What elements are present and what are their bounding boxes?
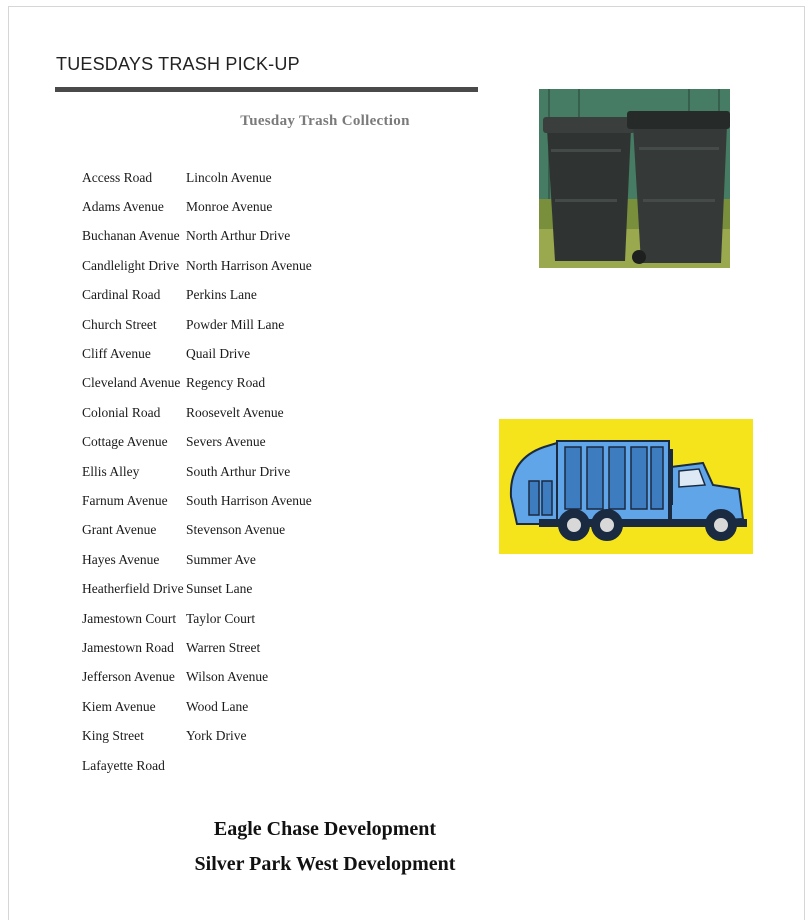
street-name-right: Summer Ave xyxy=(186,551,256,567)
street-list xyxy=(82,163,312,780)
street-name-right: Sunset Lane xyxy=(186,581,253,597)
street-name-right: York Drive xyxy=(186,728,247,744)
street-name-left: Farnum Avenue xyxy=(82,492,168,508)
development-line-1: Eagle Chase Development xyxy=(213,818,437,840)
street-name-right: North Harrison Avenue xyxy=(186,257,312,273)
street-name-right: South Arthur Drive xyxy=(186,463,291,479)
street-name-right: Powder Mill Lane xyxy=(186,316,285,332)
street-name-left: Jamestown Court xyxy=(82,610,177,626)
street-name-right: Stevenson Avenue xyxy=(186,522,286,538)
trash-bins-image xyxy=(539,89,730,268)
page-title: TUESDAYS TRASH PICK-UP xyxy=(56,54,300,74)
street-name-right: North Arthur Drive xyxy=(186,228,291,244)
street-name-right: Quail Drive xyxy=(186,346,251,362)
street-name-left: Hayes Avenue xyxy=(82,551,160,567)
section-subheading: Tuesday Trash Collection xyxy=(240,113,410,129)
street-row xyxy=(82,574,312,603)
street-name-right: South Harrison Avenue xyxy=(186,492,312,508)
street-row xyxy=(82,633,312,662)
street-name-left: Cliff Avenue xyxy=(82,346,151,362)
street-row xyxy=(82,486,312,515)
garbage-truck-image xyxy=(499,419,753,554)
street-row xyxy=(82,222,312,251)
street-name-left: Jefferson Avenue xyxy=(82,669,175,685)
street-name-left: Access Road xyxy=(82,169,153,185)
street-name-right: Lincoln Avenue xyxy=(186,169,272,185)
street-name-right: Monroe Avenue xyxy=(186,199,273,215)
street-name-left: King Street xyxy=(82,728,144,744)
street-name-right: Severs Avenue xyxy=(186,434,266,450)
street-row xyxy=(82,310,312,339)
development-line-2: Silver Park West Development xyxy=(194,853,456,875)
street-row xyxy=(82,192,312,221)
street-row xyxy=(82,751,312,780)
street-name-right: Wood Lane xyxy=(186,698,249,714)
street-name-right: Roosevelt Avenue xyxy=(186,404,284,420)
street-row xyxy=(82,516,312,545)
street-row xyxy=(82,428,312,457)
street-name-left: Cottage Avenue xyxy=(82,434,168,450)
street-row xyxy=(82,281,312,310)
street-name-left: Kiem Avenue xyxy=(82,698,156,714)
street-name-right: Regency Road xyxy=(186,375,266,391)
street-name-right: Perkins Lane xyxy=(186,287,257,303)
street-row xyxy=(82,457,312,486)
street-name-left: Heatherfield Drive xyxy=(82,581,184,597)
street-row xyxy=(82,545,312,574)
street-name-left: Colonial Road xyxy=(82,404,161,420)
street-name-left: Lafayette Road xyxy=(82,757,165,773)
street-row xyxy=(82,163,312,192)
street-name-left: Church Street xyxy=(82,316,157,332)
street-row xyxy=(82,692,312,721)
street-name-left: Grant Avenue xyxy=(82,522,157,538)
title-divider xyxy=(55,87,478,92)
street-row xyxy=(82,339,312,368)
street-row xyxy=(82,369,312,398)
street-name-left: Ellis Alley xyxy=(82,463,140,479)
street-row xyxy=(82,398,312,427)
street-name-right: Warren Street xyxy=(186,639,261,655)
street-row xyxy=(82,663,312,692)
street-name-right: Taylor Court xyxy=(186,610,256,626)
street-name-left: Adams Avenue xyxy=(82,199,164,215)
street-row xyxy=(82,721,312,750)
street-name-left: Cardinal Road xyxy=(82,287,161,303)
street-name-left: Buchanan Avenue xyxy=(82,228,180,244)
street-name-left: Jamestown Road xyxy=(82,639,174,655)
street-row xyxy=(82,251,312,280)
street-row xyxy=(82,604,312,633)
street-name-right: Wilson Avenue xyxy=(186,669,269,685)
street-name-left: Cleveland Avenue xyxy=(82,375,181,391)
street-name-left: Candlelight Drive xyxy=(82,257,180,273)
